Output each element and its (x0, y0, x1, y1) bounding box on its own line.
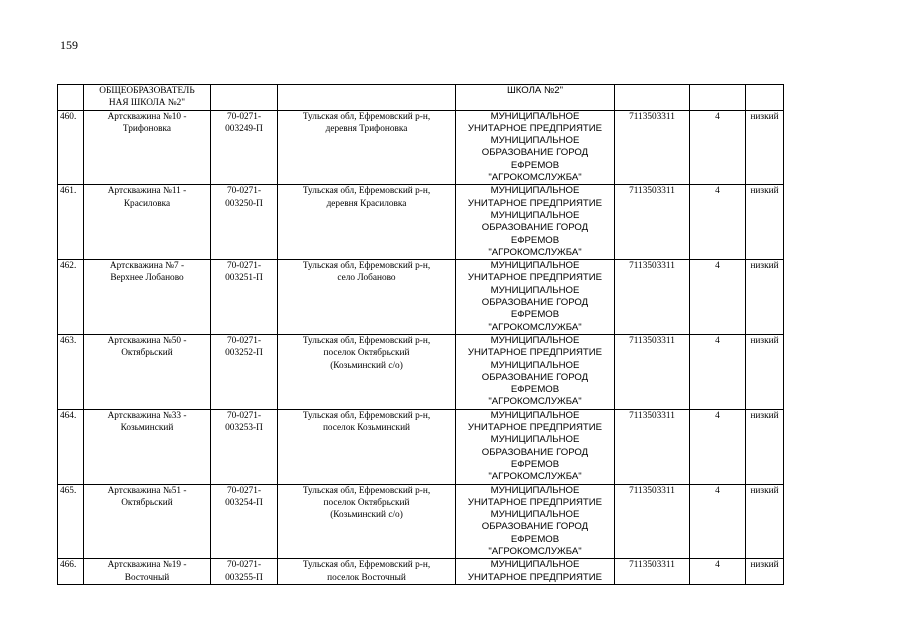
cell-object-name (84, 85, 211, 111)
address-line: Тульская обл, Ефремовский р-н, (302, 485, 431, 496)
owner-line: ОБРАЗОВАНИЕ ГОРОД (481, 446, 589, 458)
owner-line: ЕФРЕМОВ (510, 159, 560, 171)
cell-risk (746, 85, 784, 111)
cell-risk: низкий (746, 484, 784, 559)
code-line: 003253-П (225, 423, 263, 434)
cell-object-name (84, 409, 211, 484)
cell-code (211, 260, 278, 335)
address-line: (Козьминский с/о) (330, 510, 403, 521)
name-line: Октябрьский (121, 348, 173, 359)
address-line: Тульская обл, Ефремовский р-н, (302, 186, 431, 197)
owner-line: ОБРАЗОВАНИЕ ГОРОД (481, 147, 589, 159)
cell-owner (456, 260, 615, 335)
cell-inn: 7113503311 (615, 334, 690, 409)
address-line: Тульская обл, Ефремовский р-н, (302, 335, 431, 346)
cell-inn: 7113503311 (615, 185, 690, 260)
table-row (58, 559, 784, 585)
owner-line: ЕФРЕМОВ (510, 309, 560, 321)
owner-line: МУНИЦИПАЛЬНОЕ (490, 334, 580, 346)
cell-code (211, 110, 278, 185)
table-row (58, 110, 784, 185)
owner-line: "АГРОКОМСЛУЖБА" (488, 545, 582, 557)
owner-line: МУНИЦИПАЛЬНОЕ (490, 209, 580, 221)
address-line: деревня Красиловка (326, 198, 407, 209)
owner-line: ЕФРЕМОВ (510, 234, 560, 246)
owner-line: МУНИЦИПАЛЬНОЕ (490, 559, 580, 571)
cell-code (211, 559, 278, 585)
cell-risk: низкий (746, 559, 784, 585)
owner-line: ОБРАЗОВАНИЕ ГОРОД (481, 222, 589, 234)
address-line: село Лобаново (337, 273, 396, 284)
cell-code (211, 334, 278, 409)
code-line: 70-0271- (226, 335, 262, 346)
cell-object-name (84, 110, 211, 185)
cell-owner (456, 334, 615, 409)
registry-table (57, 84, 784, 585)
name-line: Красиловка (123, 198, 171, 209)
cell-address (278, 185, 456, 260)
cell-object-name (84, 334, 211, 409)
cell-risk: низкий (746, 185, 784, 260)
address-line: Тульская обл, Ефремовский р-н, (302, 560, 431, 571)
owner-line: ЕФРЕМОВ (510, 384, 560, 396)
name-line: Артскважина №7 - (109, 261, 185, 272)
cell-object-name (84, 484, 211, 559)
cell-num: 462. (58, 260, 84, 335)
code-line: 70-0271- (226, 261, 262, 272)
cell-category: 4 (690, 559, 746, 585)
cell-num: 461. (58, 185, 84, 260)
cell-address (278, 334, 456, 409)
cell-num: 463. (58, 334, 84, 409)
address-line: Тульская обл, Ефремовский р-н, (302, 261, 431, 272)
cell-address (278, 110, 456, 185)
code-line: 70-0271- (226, 560, 262, 571)
cell-inn: 7113503311 (615, 559, 690, 585)
address-line: Тульская обл, Ефремовский р-н, (302, 111, 431, 122)
cell-address (278, 559, 456, 585)
name-line: Артскважина №11 - (107, 186, 187, 197)
name-line: Артскважина №50 - (107, 335, 187, 346)
cell-code (211, 484, 278, 559)
owner-line: ЕФРЕМОВ (510, 458, 560, 470)
owner-line: ЕФРЕМОВ (510, 533, 560, 545)
cell-owner (456, 85, 615, 111)
owner-line: УНИТАРНОЕ ПРЕДПРИЯТИЕ (467, 197, 603, 209)
cell-object-name (84, 559, 211, 585)
owner-line: МУНИЦИПАЛЬНОЕ (490, 185, 580, 197)
cell-object-name (84, 260, 211, 335)
owner-line: УНИТАРНОЕ ПРЕДПРИЯТИЕ (467, 422, 603, 434)
cell-category: 4 (690, 110, 746, 185)
owner-line: УНИТАРНОЕ ПРЕДПРИЯТИЕ (467, 122, 603, 134)
cell-category: 4 (690, 484, 746, 559)
cell-owner (456, 185, 615, 260)
address-line: Тульская обл, Ефремовский р-н, (302, 410, 431, 421)
owner-line: "АГРОКОМСЛУЖБА" (488, 172, 582, 184)
name-line: Восточный (124, 572, 170, 583)
cell-address (278, 260, 456, 335)
cell-address (278, 85, 456, 111)
owner-line: МУНИЦИПАЛЬНОЕ (490, 409, 580, 421)
cell-category: 4 (690, 334, 746, 409)
owner-line: ОБРАЗОВАНИЕ ГОРОД (481, 371, 589, 383)
owner-line: УНИТАРНОЕ ПРЕДПРИЯТИЕ (467, 496, 603, 508)
address-line: (Козьминский с/о) (330, 360, 403, 371)
owner-line: МУНИЦИПАЛЬНОЕ (490, 284, 580, 296)
name-line: Артскважина №33 - (107, 410, 187, 421)
code-line: 70-0271- (226, 186, 262, 197)
code-line: 003250-П (225, 198, 263, 209)
owner-line: "АГРОКОМСЛУЖБА" (488, 246, 582, 258)
owner-line: ШКОЛА №2" (506, 85, 564, 96)
owner-line: ОБРАЗОВАНИЕ ГОРОД (481, 297, 589, 309)
owner-line: "АГРОКОМСЛУЖБА" (488, 471, 582, 483)
cell-inn: 7113503311 (615, 260, 690, 335)
cell-inn: 7113503311 (615, 484, 690, 559)
cell-inn: 7113503311 (615, 409, 690, 484)
owner-line: МУНИЦИПАЛЬНОЕ (490, 434, 580, 446)
cell-address (278, 409, 456, 484)
address-line: поселок Козьминский (322, 423, 411, 434)
cell-risk: низкий (746, 334, 784, 409)
name-line: ОБЩЕОБРАЗОВАТЕЛЬ (99, 86, 195, 96)
owner-line: МУНИЦИПАЛЬНОЕ (490, 110, 580, 122)
table-row (58, 260, 784, 335)
code-line: 003251-П (225, 273, 263, 284)
name-line: НАЯ ШКОЛА №2" (108, 98, 186, 109)
cell-code (211, 409, 278, 484)
code-line: 003252-П (225, 348, 263, 359)
owner-line: УНИТАРНОЕ ПРЕДПРИЯТИЕ (467, 272, 603, 284)
table-row (58, 185, 784, 260)
name-line: Козьминский (120, 423, 174, 434)
cell-category: 4 (690, 185, 746, 260)
name-line: Артскважина №51 - (107, 485, 187, 496)
address-line: поселок Октябрьский (323, 348, 410, 359)
code-line: 70-0271- (226, 111, 262, 122)
cell-code (211, 85, 278, 111)
name-line: Трифоновка (122, 123, 172, 134)
page-number: 159 (60, 38, 78, 52)
cell-owner (456, 559, 615, 585)
code-line: 003249-П (225, 123, 263, 134)
owner-line: МУНИЦИПАЛЬНОЕ (490, 484, 580, 496)
cell-category (690, 85, 746, 111)
cell-risk: низкий (746, 110, 784, 185)
cell-num: 460. (58, 110, 84, 185)
cell-owner (456, 409, 615, 484)
cell-code (211, 185, 278, 260)
owner-line: МУНИЦИПАЛЬНОЕ (490, 135, 580, 147)
name-line: Артскважина №19 - (107, 560, 187, 571)
continuation-row (58, 85, 784, 111)
table-row (58, 484, 784, 559)
owner-line: МУНИЦИПАЛЬНОЕ (490, 509, 580, 521)
owner-line: "АГРОКОМСЛУЖБА" (488, 396, 582, 408)
owner-line: МУНИЦИПАЛЬНОЕ (490, 359, 580, 371)
cell-num (58, 85, 84, 111)
name-line: Артскважина №10 - (107, 111, 187, 122)
table-row (58, 409, 784, 484)
table-row (58, 334, 784, 409)
cell-address (278, 484, 456, 559)
cell-risk: низкий (746, 409, 784, 484)
owner-line: УНИТАРНОЕ ПРЕДПРИЯТИЕ (467, 347, 603, 359)
address-line: деревня Трифоновка (325, 123, 408, 134)
cell-num: 465. (58, 484, 84, 559)
owner-line: УНИТАРНОЕ ПРЕДПРИЯТИЕ (467, 571, 603, 583)
cell-inn: 7113503311 (615, 110, 690, 185)
cell-object-name (84, 185, 211, 260)
cell-num: 464. (58, 409, 84, 484)
cell-owner (456, 484, 615, 559)
cell-category: 4 (690, 260, 746, 335)
code-line: 003254-П (225, 497, 263, 508)
cell-risk: низкий (746, 260, 784, 335)
address-line: поселок Восточный (327, 572, 406, 583)
owner-line: МУНИЦИПАЛЬНОЕ (490, 260, 580, 272)
code-line: 003255-П (225, 572, 263, 583)
cell-num: 466. (58, 559, 84, 585)
name-line: Верхнее Лобаново (110, 273, 184, 284)
name-line: Октябрьский (121, 497, 173, 508)
address-line: поселок Октябрьский (323, 497, 410, 508)
owner-line: "АГРОКОМСЛУЖБА" (488, 321, 582, 333)
cell-inn (615, 85, 690, 111)
cell-category: 4 (690, 409, 746, 484)
code-line: 70-0271- (226, 410, 262, 421)
code-line: 70-0271- (226, 485, 262, 496)
owner-line: ОБРАЗОВАНИЕ ГОРОД (481, 521, 589, 533)
cell-owner (456, 110, 615, 185)
